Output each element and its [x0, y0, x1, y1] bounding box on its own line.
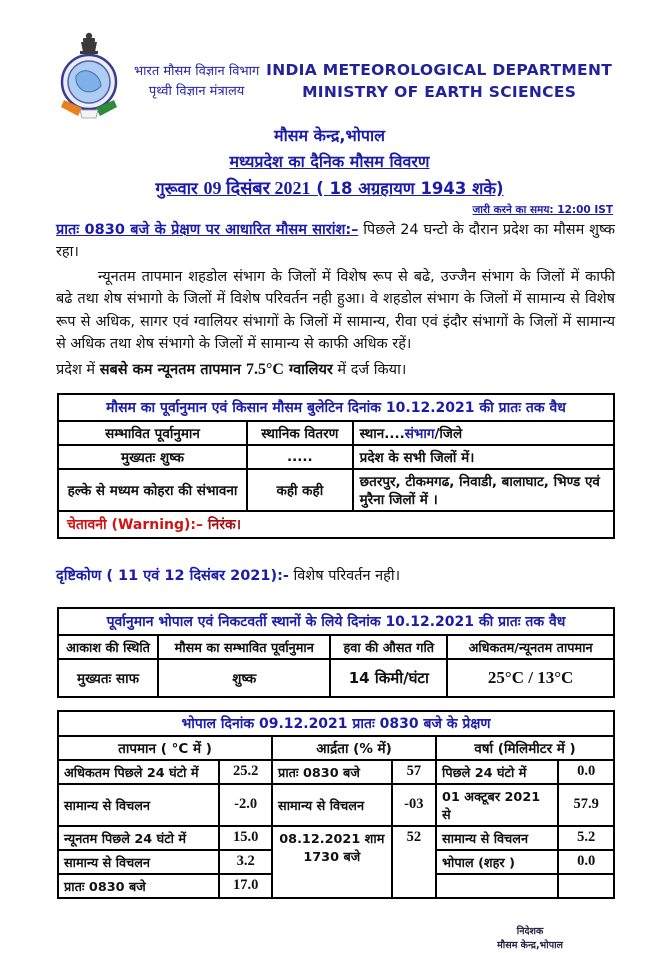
temp-min-deviation-value: 3.2	[219, 850, 272, 874]
signature-office: मौसम केन्द्र,भोपाल	[497, 939, 563, 951]
org-hindi-line1: भारत मौसम विज्ञान विभाग	[134, 64, 260, 79]
min-temp-value: 7.5°C	[246, 360, 284, 378]
outlook-line	[56, 565, 615, 585]
rain-seasonal-value: 57.9	[558, 784, 614, 826]
min-temp-suffix: में दर्ज किया।	[332, 361, 407, 378]
rain-seasonal-deviation-label: सामान्य से विचलन	[436, 826, 558, 850]
observation-row-1	[58, 760, 614, 784]
humidity-deviation-label: सामान्य से विचलन	[272, 784, 392, 826]
temp-max-deviation-label: सामान्य से विचलन	[58, 784, 219, 826]
sky-condition-value: मुख्यतः साफ	[58, 659, 158, 697]
temp-max-deviation-value: -2.0	[219, 784, 272, 826]
temp-min-deviation-label: सामान्य से विचलन	[58, 850, 219, 874]
fog-forecast: हल्के से मध्यम कोहरा की संभावना	[58, 469, 247, 511]
division-label: संभाग	[404, 425, 435, 442]
temp-morning-label: प्रातः 0830 बजे	[58, 874, 219, 898]
humidity-evening-label: 08.12.2021 शाम 1730 बजे	[272, 826, 392, 898]
org-english-line1: INDIA METEOROLOGICAL DEPARTMENT	[266, 61, 613, 79]
wind-speed-value: 14 किमी/घंटा	[330, 659, 447, 697]
detail-paragraph: न्यूनतम तापमान शहडोल संभाग के जिलों में विशेष रूप से बढे, उज्जैन संभाग के जिलों में काफी बढे तथा शेष संभागो के जिलों में विशेष परिवर्तन नही हुआ। वे शहडोल संभाग के जिलों में सामान्य से विशेष रूप से अधिक, सागर एवं ग्वालियर संभागों के जिलों में सामान्य, रीवा एवं इंदौर संभागों के जिलों में सामान्य से अधिक तथा शेष संभागो के जिलों में सामान्य से काफी अधिक रहें।	[56, 268, 615, 353]
humidity-morning-label: प्रातः 0830 बजे	[272, 760, 392, 784]
min-temp-station: ग्वालियर	[283, 361, 333, 378]
forecast-col1-header: सम्भावित पूर्वानुमान	[58, 421, 247, 445]
rain-group-header: वर्षा (मिलिमीटर में )	[436, 736, 614, 760]
humidity-evening-value: 52	[392, 826, 436, 898]
rain-empty-value-cell	[558, 874, 614, 898]
rain-empty-label-cell	[436, 874, 558, 898]
bhopal-header-row	[58, 635, 614, 659]
rain-24h-value: 0.0	[558, 760, 614, 784]
humidity-group-header: आर्द्रता (% में)	[272, 736, 436, 760]
bhopal-forecast-table	[57, 607, 615, 698]
forecast-title-row	[58, 394, 614, 421]
masthead	[56, 30, 619, 122]
spatial-distribution: .....	[247, 445, 353, 469]
warning-value: निरंक।	[203, 516, 242, 533]
forecast-row-dry	[58, 445, 614, 469]
centre-name: मौसम केन्द्र,भोपाल	[274, 126, 385, 145]
imd-logo	[56, 30, 122, 122]
max-min-temp-header: अधिकतम/न्यूनतम तापमान	[447, 635, 614, 659]
warning-cell	[58, 511, 614, 538]
ashoka-emblem-icon	[80, 33, 98, 54]
outlook-value: विशेष परिवर्तन नही।	[288, 567, 401, 584]
max-min-temp-value: 25°C / 13°C	[447, 659, 614, 697]
forecast-type: मुख्यतः शुष्क	[58, 445, 247, 469]
org-name-hindi	[134, 62, 259, 101]
date-weekday: गुरूवार	[155, 179, 198, 198]
weather-forecast-value: शुष्क	[158, 659, 330, 697]
org-hindi-line2: पृथ्वी विज्ञान मंत्रालय	[148, 83, 245, 99]
temp-min-label: न्यूनतम पिछले 24 घंटो में	[58, 826, 219, 850]
forecast-table-title: मौसम का पूर्वानुमान एवं किसान मौसम बुलेटिन दिनांक 10.12.2021 की प्रातः तक वैध	[58, 394, 614, 421]
rain-seasonal-label: 01 अक्टूबर 2021 से	[436, 784, 558, 826]
observation-group-row	[58, 736, 614, 760]
org-name-english	[259, 60, 619, 103]
sky-condition-header: आकाश की स्थिति	[58, 635, 158, 659]
date-saka: ( 18 अग्रहायण 1943 शके)	[316, 179, 504, 198]
summary-paragraph	[56, 219, 615, 264]
forecast-row-fog	[58, 469, 614, 511]
min-temp-bold1: सबसे कम न्यूनतम तापमान	[99, 361, 246, 378]
temp-morning-value: 17.0	[219, 874, 272, 898]
org-english-line2: MINISTRY OF EARTH SCIENCES	[302, 82, 577, 101]
observation-title: भोपाल दिनांक 09.12.2021 प्रातः 0830 बजे के प्रेक्षण	[58, 711, 614, 736]
rain-bhopal-city-label: भोपाल (शहर )	[436, 850, 558, 874]
forecast-col3-header	[353, 421, 614, 445]
summary-text: पिछले 24 घन्टो के दौरान प्रदेश का मौसम शुष्क रहा।	[56, 222, 616, 261]
min-temp-line	[56, 358, 615, 383]
summary-heading: प्रातः 0830 बजे के प्रेक्षण पर आधारित मौसम सारांश:–	[56, 222, 359, 238]
weather-forecast-header: मौसम का सम्भावित पूर्वानुमान	[158, 635, 330, 659]
director-title: निदेशक	[516, 925, 544, 937]
rain-bhopal-city-value: 0.0	[558, 850, 614, 874]
date-number: 09 दिसंबर 2021	[203, 178, 311, 198]
warning-label: चेतावनी (Warning):–	[67, 516, 203, 533]
forecast-table	[57, 393, 615, 539]
fog-distribution: कही कही	[247, 469, 353, 511]
forecast-col2-header: स्थानिक वितरण	[247, 421, 353, 445]
observation-title-row	[58, 711, 614, 736]
min-temp-prefix: प्रदेश में	[56, 361, 100, 378]
fog-districts: छतरपुर, टीकमगढ, निवाडी, बालाघाट, भिण्ड एवं मुरैना जिलों में ।	[353, 469, 614, 511]
humidity-deviation-value: -03	[392, 784, 436, 826]
district-label: /जिले	[434, 425, 463, 442]
doc-title: मध्यप्रदेश का दैनिक मौसम विवरण	[229, 152, 430, 171]
warning-row	[58, 511, 614, 538]
temp-min-value: 15.0	[219, 826, 272, 850]
observation-row-3	[58, 826, 614, 850]
humidity-morning-value: 57	[392, 760, 436, 784]
place-label: स्थान....	[359, 425, 405, 442]
forecast-header-row	[58, 421, 614, 445]
temp-max-value: 25.2	[219, 760, 272, 784]
date-line	[0, 176, 659, 200]
temperature-group-header: तापमान ( °C में )	[58, 736, 272, 760]
issue-time: जारी करने का समय: 12:00 IST	[472, 204, 613, 216]
observation-table	[57, 710, 615, 899]
observation-row-2	[58, 784, 614, 826]
bhopal-title-row	[58, 608, 614, 635]
bhopal-value-row	[58, 659, 614, 697]
signature-block	[497, 925, 563, 953]
temp-max-label: अधिकतम पिछले 24 घंटो में	[58, 760, 219, 784]
bhopal-table-title: पूर्वानुमान भोपाल एवं निकटवर्ती स्थानों के लिये दिनांक 10.12.2021 की प्रातः तक वैध	[58, 608, 614, 635]
forecast-area: प्रदेश के सभी जिलों में।	[353, 445, 614, 469]
rain-seasonal-deviation-value: 5.2	[558, 826, 614, 850]
outlook-label: दृष्टिकोण ( 11 एवं 12 दिसंबर 2021):-	[56, 567, 289, 584]
wind-speed-header: हवा की औसत गति	[330, 635, 447, 659]
rain-24h-label: पिछले 24 घंटो में	[436, 760, 558, 784]
